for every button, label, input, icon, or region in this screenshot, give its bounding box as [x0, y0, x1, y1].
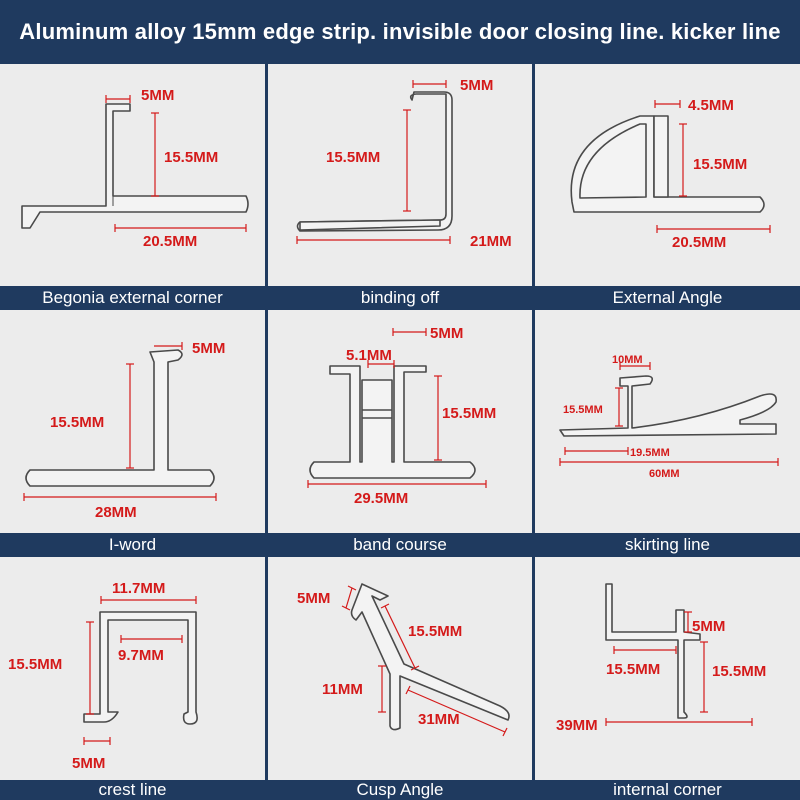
caption-binding-off: binding off [268, 286, 532, 310]
external-angle-dim-4-5: 4.5MM [688, 97, 734, 114]
binding-off-dim-21: 21MM [470, 233, 512, 250]
internal-corner-dim-39: 39MM [556, 717, 598, 734]
cusp-angle-profile [352, 584, 510, 730]
caption-external-angle: External Angle [535, 286, 800, 310]
crest-dim-15-5: 15.5MM [8, 656, 63, 673]
caption-i-word: I-word [0, 533, 265, 557]
internal-corner-dim-15-5-a: 15.5MM [606, 661, 661, 678]
band-course-dim-5-1: 5.1MM [346, 347, 392, 364]
cusp-dim-31: 31MM [418, 711, 460, 728]
external-angle-dim-20-5: 20.5MM [672, 234, 727, 251]
crest-dim-5: 5MM [72, 755, 106, 772]
skirting-dim-19-5: 19.5MM [630, 447, 670, 459]
external-angle-dim-15-5: 15.5MM [693, 156, 748, 173]
binding-off-dim-15-5: 15.5MM [326, 149, 381, 166]
band-course-profile [310, 366, 475, 478]
skirting-dim-10: 10MM [612, 354, 643, 366]
crest-line-profile [84, 612, 197, 724]
page-title: Aluminum alloy 15mm edge strip. invisible door closing line. kicker line [19, 19, 781, 44]
begonia-dim-20-5: 20.5MM [143, 233, 198, 250]
begonia-profile [22, 104, 248, 228]
band-course-dim-15-5: 15.5MM [442, 405, 497, 422]
cusp-dim-11: 11MM [322, 681, 363, 698]
binding-off-dim-5: 5MM [460, 77, 494, 94]
caption-internal-corner: internal corner [535, 780, 800, 800]
internal-corner-dim-5: 5MM [692, 618, 726, 635]
caption-crest-line: crest line [0, 780, 265, 800]
i-word-dim-5: 5MM [192, 340, 226, 357]
crest-dim-9-7: 9.7MM [118, 647, 164, 664]
caption-band-course: band course [268, 533, 532, 557]
skirting-dim-15-5: 15.5MM [563, 404, 603, 416]
band-course-dim-29-5: 29.5MM [354, 490, 409, 507]
caption-cusp-angle: Cusp Angle [268, 780, 532, 800]
caption-begonia-external-corner: Begonia external corner [0, 286, 265, 310]
begonia-dim-5: 5MM [141, 87, 175, 104]
begonia-dim-15-5: 15.5MM [164, 149, 219, 166]
caption-skirting-line: skirting line [535, 533, 800, 557]
cusp-dim-15-5: 15.5MM [408, 623, 463, 640]
internal-corner-dim-15-5-b: 15.5MM [712, 663, 767, 680]
i-word-dim-15-5: 15.5MM [50, 414, 105, 431]
i-word-dim-28: 28MM [95, 504, 137, 521]
skirting-dim-60: 60MM [649, 468, 680, 480]
cusp-dim-5: 5MM [297, 590, 331, 607]
crest-dim-11-7: 11.7MM [112, 580, 166, 597]
band-course-dim-5: 5MM [430, 325, 464, 342]
internal-corner-profile [606, 584, 700, 718]
